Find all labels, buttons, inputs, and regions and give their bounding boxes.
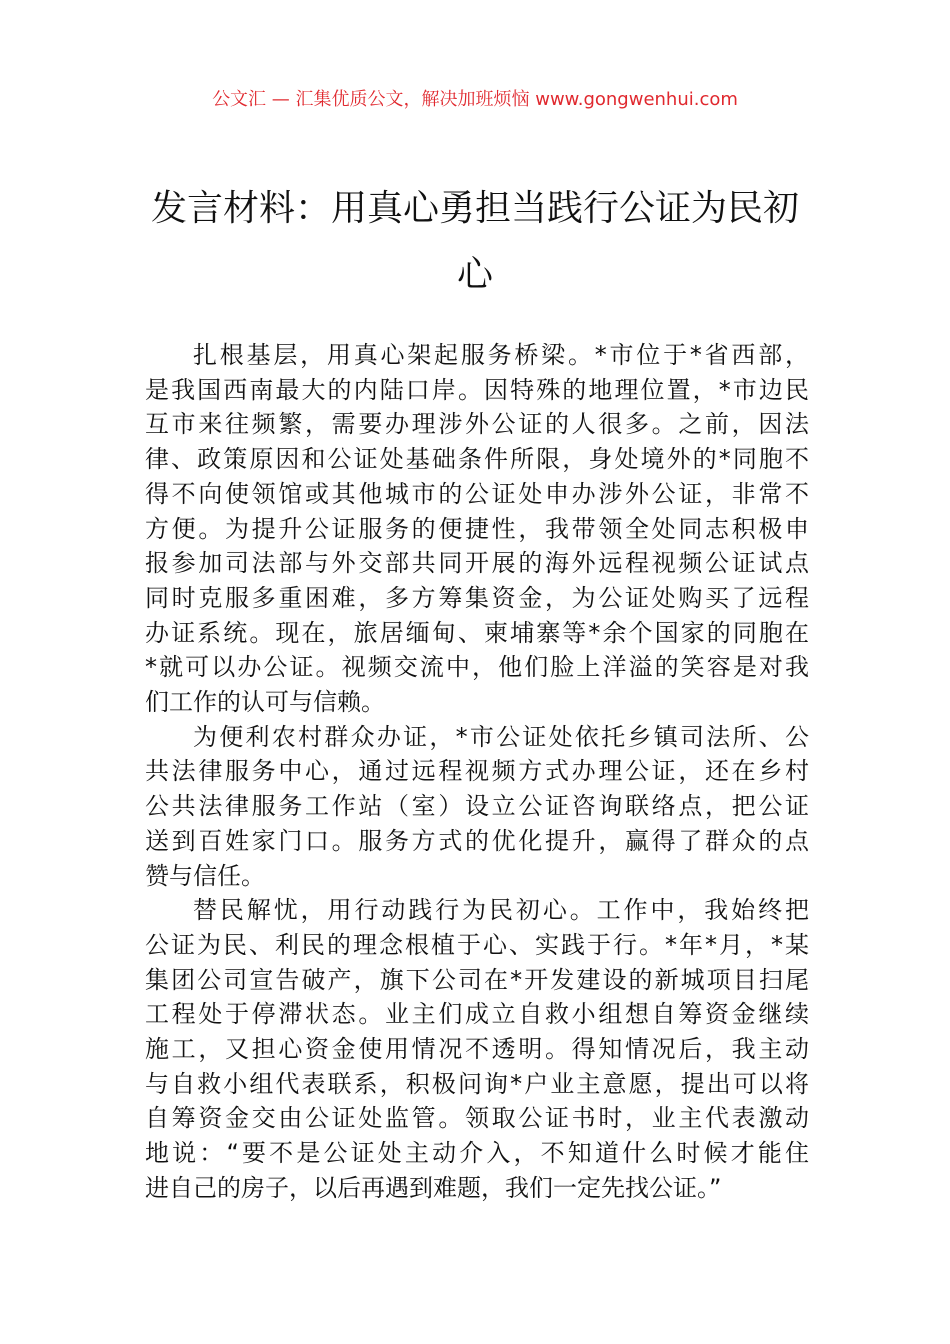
text-line: 送到百姓家门口。服务方式的优化提升，赢得了群众的点 [145,826,809,855]
title-line: 心 [456,254,493,295]
text-line: 办证系统。现在，旅居缅甸、柬埔寨等*余个国家的同胞在 [145,618,809,647]
text-line: 是我国西南最大的内陆口岸。因特殊的地理位置，*市边民 [145,375,809,404]
text-line: 集团公司宣告破产，旗下公司在*开发建设的新城项目扫尾 [145,965,809,994]
text-line: 扎根基层，用真心架起服务桥梁。*市位于*省西部， [193,341,809,369]
text-line: 地说：“要不是公证处主动介入，不知道什么时候才能住 [145,1139,809,1168]
text-line: 互市来往频繁，需要办理涉外公证的人很多。之前，因法 [145,410,809,439]
text-line: 施工，又担心资金使用情况不透明。得知情况后，我主动 [145,1035,809,1064]
text-line: 得不向使领馆或其他城市的公证处申办涉外公证，非常不 [145,479,809,508]
text-line: 方便。为提升公证服务的便捷性，我带领全处同志积极申 [145,514,809,543]
text-line: 共法律服务中心，通过远程视频方式办理公证，还在乡村 [145,757,809,786]
text-line: 们工作的认可与信赖。 [145,688,385,717]
text-line: 进自己的房子，以后再遇到难题，我们一定先找公证。” [145,1173,722,1202]
text-line: 工程处于停滞状态。业主们成立自救小组想自筹资金继续 [145,1000,809,1029]
watermark-header: 公文汇 — 汇集优质公文，解决加班烦恼 www.gongwenhui.com [212,89,738,110]
paragraph [145,338,809,720]
text-line: 报参加司法部与外交部共同开展的海外远程视频公证试点 [145,549,809,578]
document-body [145,338,809,1206]
text-line: 为便利农村群众办证，*市公证处依托乡镇司法所、公 [193,722,809,751]
text-line: 律、政策原因和公证处基础条件所限，身处境外的*同胞不 [145,445,809,474]
text-line: 赞与信任。 [145,861,265,890]
paragraph [145,720,809,894]
text-line: 与自救小组代表联系，积极问询*户业主意愿，提出可以将 [145,1069,809,1098]
title-line: 发言材料：用真心勇担当践行公证为民初 [150,188,799,229]
text-line: *就可以办公证。视频交流中，他们脸上洋溢的笑容是对我 [145,653,809,682]
text-line: 替民解忧，用行动践行为民初心。工作中，我始终把 [193,896,809,925]
text-line: 同时克服多重困难，多方筹集资金，为公证处购买了远程 [145,583,809,612]
text-line: 自筹资金交由公证处监管。领取公证书时，业主代表激动 [145,1104,809,1133]
document-title [140,176,810,308]
text-line: 公共法律服务工作站（室）设立公证咨询联络点，把公证 [145,792,809,821]
paragraph [145,893,809,1205]
text-line: 公证为民、利民的理念根植于心、实践于行。*年*月，*某 [145,930,809,959]
